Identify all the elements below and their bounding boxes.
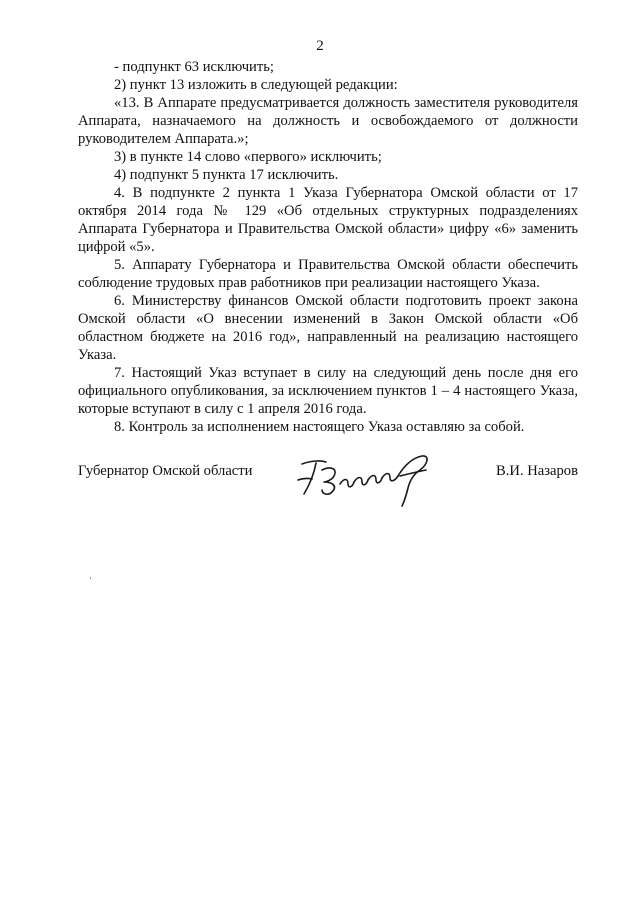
paragraph-point-8: 8. Контроль за исполнением настоящего Указа оставляю за собой. (114, 419, 525, 435)
paragraph-item-17: 4) подпункт 5 пункта 17 исключить. (114, 167, 339, 183)
paragraph-point-4: 4. В подпункте 2 пункта 1 Указа Губернатора Омской области от 17 октября 2014 года № 129 «Об отдельных структурных подразделениях Аппарата Губернатора и Правительства Омской области» цифру «6» заменить цифрой «5». (78, 185, 578, 255)
signatory-name: В.И. Назаров (496, 463, 578, 479)
page-number: 2 (316, 38, 324, 54)
paragraph-item-13-text: «13. В Аппарате предусматривается должность заместителя руководителя Аппарата, назначаемого на должность и освобождаемого от должности руководителем Аппарата.»; (78, 95, 578, 147)
paragraph-subitem-63: - подпункт 63 исключить; (114, 59, 274, 75)
paragraph-item-14: 3) в пункте 14 слово «первого» исключить; (114, 149, 382, 165)
paragraph-point-5: 5. Аппарату Губернатора и Правительства Омской области обеспечить соблюдение трудовых прав работников при реализации настоящего Указа. (78, 257, 578, 291)
signatory-title: Губернатор Омской области (78, 463, 253, 479)
paragraph-item-13-intro: 2) пункт 13 изложить в следующей редакции: (114, 77, 398, 93)
signature-block (78, 458, 578, 518)
document-body (78, 58, 578, 436)
paragraph-point-6: 6. Министерству финансов Омской области подготовить проект закона Омской области «О внесении изменений в Закон Омской области «Об областном бюджете на 2016 год», направленный на реализацию настоящего Указа. (78, 293, 578, 363)
paragraph-point-7: 7. Настоящий Указ вступает в силу на следующий день после дня его официального опубликования, за исключением пунктов 1 – 4 настоящего Указа, которые вступают в силу с 1 апреля 2016 года. (78, 365, 578, 417)
handwritten-signature (288, 450, 438, 510)
scan-speck (90, 577, 91, 579)
